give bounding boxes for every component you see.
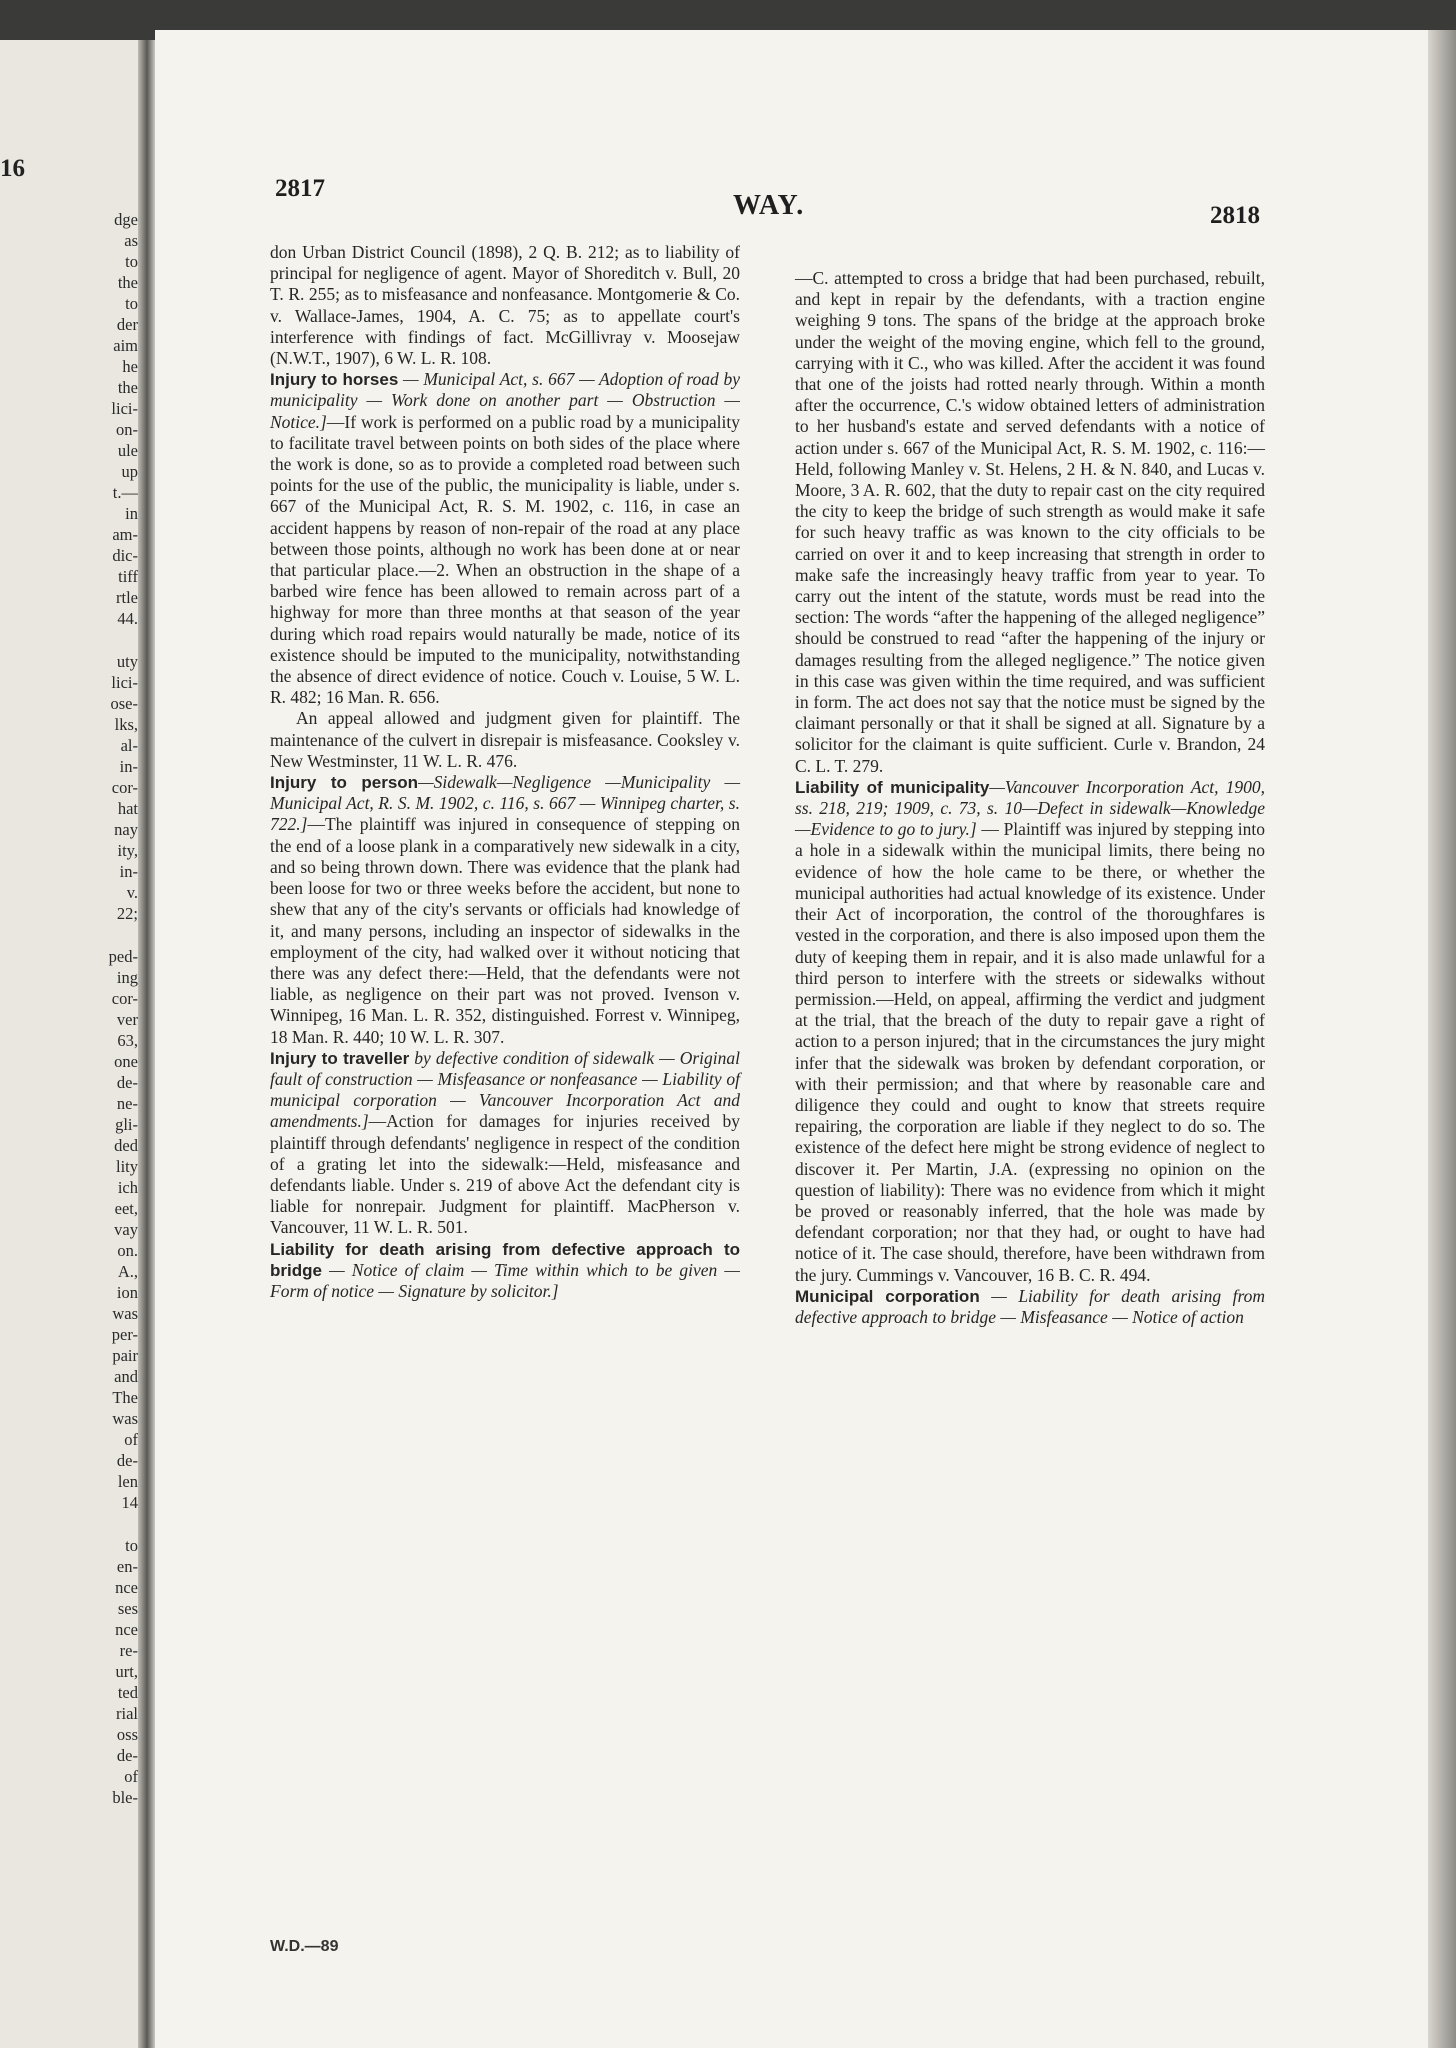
column-left bbox=[270, 242, 740, 1302]
facing-page-line: he bbox=[122, 357, 138, 376]
facing-page-line: cor- bbox=[111, 778, 138, 797]
facing-page-line: lks, bbox=[114, 715, 138, 734]
entry-paragraph: An appeal allowed and judgment given for plaintiff. The maintenance of the culvert in disrepair is misfeasance. Cooksley v. New Westminster, 11 W. L. R. 476. bbox=[270, 708, 740, 771]
facing-page-line: de- bbox=[116, 1073, 138, 1092]
facing-page-line: v. bbox=[126, 883, 138, 902]
entry-subject: — Liability for death arising from defective approach to bridge — Misfeasance — Notice of action bbox=[795, 1285, 1266, 1327]
facing-page-line: am- bbox=[112, 525, 138, 544]
facing-page-line: vay bbox=[114, 1220, 138, 1239]
facing-page-line: al- bbox=[120, 736, 138, 755]
facing-page-line: ped- bbox=[108, 947, 138, 966]
page-number-left: 2817 bbox=[275, 175, 325, 202]
entry-body: —Action for damages for injuries received by plaintiff through defendants' negligence in respect of the condition of a grating let into the sidewalk:—Held, misfeasance and defendants liable. Under s. 219 of above Act the defendant city is liable for nonrepair. Judgment for plaintiff. MacPherson v. Vancouver, 11 W. L. R. 501. bbox=[270, 1111, 740, 1238]
entry-injury-to-person bbox=[270, 772, 740, 1048]
facing-page-line: 22; bbox=[116, 904, 138, 923]
facing-page-line: dic- bbox=[112, 546, 138, 565]
facing-page-line: aim bbox=[113, 336, 138, 355]
facing-page-line: de- bbox=[116, 1451, 138, 1470]
facing-page-line: gli- bbox=[115, 1115, 138, 1134]
page bbox=[155, 30, 1456, 2048]
entry-subject: — Municipal Act, s. 667 — Adoption of road by municipality — Work done on another part — Obstruction —Notice.] bbox=[270, 369, 740, 432]
facing-page-line: ion bbox=[116, 1283, 138, 1302]
facing-page-line: on. bbox=[117, 1241, 138, 1260]
facing-page-line: up bbox=[121, 462, 138, 481]
facing-page-line: 44. bbox=[117, 609, 138, 628]
entry-body: — Plaintiff was injured by stepping into a hole in a sidewalk within the municipal limits, there being no evidence of how the hole came to be there, or whether the municipal authorities had actual knowledge of its existence. Under their Act of incorporation, the control of the thoroughfares is vested in the corporation, and there is also imposed upon them the duty of keeping them in repair, and it is also made unlawful for a third person to interfere with the streets or sidewalks without permission.—Held, on appeal, affirming the verdict and judgment at the trial, that the breach of the duty to repair gave a right of action to a person injured; that in the circumstances the jury might infer that the sidewalk was broken by defendant corporation, or with their permission; and that where by reasonable care and diligence they could and ought to know that streets require repairing, the corporation are liable if they neglect to do so. The existence of the defect here might be strong evidence of neglect to discover it. Per Martin, J.A. (expressing no opinion on the question of liability): There was no evidence from which it might be proved or reasonably inferred, that the hole was made by defendant corporation; nor that they had, or ought to have had notice of it. The case should, therefore, have been withdrawn from the jury. Cummings v. Vancouver, 16 B. C. R. 494. bbox=[795, 819, 1265, 1285]
entry-body: —The plaintiff was injured in consequence of stepping on the end of a loose plank in a comparatively new sidewalk in a city, and so being thrown down. There was evidence that the plank had been loose for two or three weeks before the accident, but none to shew that any of the city's servants or officials had knowledge of it, and many persons, including an inspector of sidewalks in the employment of the city, had walked over it without noticing that there was any defect there:—Held, that the defendants were not liable, as negligence on their part was not proved. Ivenson v. Winnipeg, 16 Man. L. R. 352, distinguished. Forrest v. Winnipeg, 18 Man. R. 440; 10 W. L. R. 307. bbox=[270, 814, 740, 1047]
facing-page-line: rial bbox=[116, 1704, 138, 1723]
facing-page-line: ble- bbox=[112, 1788, 138, 1807]
facing-page-line: nay bbox=[114, 820, 138, 839]
facing-page-line: ted bbox=[117, 1683, 138, 1702]
facing-page-number: 16 bbox=[0, 155, 25, 182]
facing-page-fragment bbox=[0, 40, 150, 2048]
facing-page-line: hat bbox=[117, 799, 138, 818]
entry-body: —If work is performed on a public road by a municipality to facilitate travel between points on both sides of the place where the work is done, so as to provide a completed road between such points for the use of the public, the municipality is liable, under s. 667 of the Municipal Act, R. S. M. 1902, c. 116, in case an accident happens by reason of non-repair of the road at any place between those points, although no work has been done at or near that particular place.—2. When an obstruction in the shape of a barbed wire fence has been allowed to remain across part of a highway for more than three months at that season of the year during which road repairs would naturally be made, notice of its existence should be imputed to the municipality, notwithstanding the absence of direct evidence of notice. Couch v. Louise, 5 W. L. R. 482; 16 Man. R. 656. bbox=[270, 411, 740, 708]
facing-page-line: lici- bbox=[111, 673, 138, 692]
entry-injury-to-horses bbox=[270, 369, 740, 708]
facing-page-line: and bbox=[114, 1367, 138, 1386]
facing-page-line: rtle bbox=[116, 588, 138, 607]
entry-municipal-corporation bbox=[795, 1286, 1265, 1328]
entry-continuation: —C. attempted to cross a bridge that had been purchased, rebuilt, and kept in repair by the defendants, with a traction engine weighing 9 tons. The spans of the bridge at the approach broke under the weight of the moving engine, which fell to the ground, carrying with it C., who was killed. After the accident it was found that one of the joists had rotted nearly through. Within a month after the occurrence, C.'s widow obtained letters of administration to her husband's estate and served defendants with a notice of action under s. 667 of the Municipal Act, R. S. M. 1902, c. 116:—Held, following Manley v. St. Helens, 2 H. & N. 840, and Lucas v. Moore, 3 A. R. 602, that the duty to repair cast on the city required the city to keep the bridge of such strength as would make it safe for such heavy traffic as was known to the city officials to be carried on over it and to keep increasing that strength in order to make safe the increasingly heavy traffic from year to year. To carry out the intent of the statute, words must be read into the section: The words “after the happening of the alleged negligence” should be construed to read “after the happening of the injury or damages resulting from the alleged negligence.” The notice given in this case was given within the time required, and was sufficient in form. The act does not say that the notice must be signed by the claimant personally or that it shall be signed at all. Signature by a solicitor for the claimant is quite sufficient. Curle v. Brandon, 24 C. L. T. 279. bbox=[795, 268, 1265, 776]
facing-page-line: t.— bbox=[112, 483, 138, 502]
facing-page-line: ne- bbox=[116, 1094, 138, 1113]
facing-page-line: ity, bbox=[117, 841, 138, 860]
entry-liability-for-death bbox=[270, 1239, 740, 1303]
facing-page-line: pair bbox=[112, 1346, 138, 1365]
facing-page-line: ule bbox=[117, 441, 138, 460]
facing-page-line: ses bbox=[117, 1599, 138, 1618]
entry-heading: Injury to person bbox=[270, 773, 419, 793]
facing-page-line: A., bbox=[117, 1262, 138, 1281]
facing-page-line: was bbox=[112, 1304, 138, 1323]
facing-page-line: to bbox=[125, 1536, 138, 1555]
facing-page-line: ing bbox=[116, 968, 138, 987]
facing-page-line: urt, bbox=[115, 1662, 138, 1681]
facing-page-line: ver bbox=[116, 1010, 138, 1029]
facing-page-line: uty bbox=[116, 652, 138, 671]
running-head: WAY. bbox=[733, 190, 805, 221]
facing-page-line: to bbox=[125, 252, 138, 271]
facing-page-line: dge bbox=[114, 210, 138, 229]
entry-heading: Liability for death arising from defective approach to bridge bbox=[270, 1239, 740, 1280]
facing-page-line: tiff bbox=[118, 567, 138, 586]
entry-heading: Injury to horses bbox=[270, 370, 399, 390]
entry-subject: — Notice of claim — Time within which to be given — Form of notice — Signature by solicitor.] bbox=[270, 1259, 740, 1301]
facing-page-line: re- bbox=[119, 1641, 138, 1660]
facing-page-line: was bbox=[112, 1409, 138, 1428]
entry-heading: Liability of municipality bbox=[795, 777, 990, 797]
signature-mark: W.D.—89 bbox=[270, 1938, 339, 1955]
column-right bbox=[795, 268, 1265, 1328]
entry-heading: Injury to traveller bbox=[270, 1048, 410, 1068]
facing-page-line: 63, bbox=[117, 1031, 138, 1050]
facing-page-line: on- bbox=[116, 420, 138, 439]
facing-page-line: lity bbox=[115, 1157, 138, 1176]
facing-page-line: ded bbox=[114, 1136, 138, 1155]
facing-page-line: The bbox=[112, 1388, 138, 1407]
entry-subject: —Sidewalk—Negligence —Municipality — Municipal Act, R. S. M. 1902, c. 116, s. 667 — Winnipeg charter, s. 722.] bbox=[270, 772, 740, 835]
page-edge bbox=[1428, 30, 1456, 2048]
facing-page-line: in- bbox=[119, 862, 138, 881]
facing-page-line: ich bbox=[117, 1178, 138, 1197]
facing-page-line: per- bbox=[111, 1325, 138, 1344]
facing-page-line: one bbox=[114, 1052, 138, 1071]
facing-page-line: len bbox=[117, 1472, 138, 1491]
entry-heading: Municipal corporation bbox=[795, 1286, 980, 1306]
facing-page-line: der bbox=[116, 315, 138, 334]
book-gutter bbox=[138, 40, 156, 2048]
facing-page-line: cor- bbox=[111, 989, 138, 1008]
entry-subject: —Vancouver Incorporation Act, 1900, ss. 218, 219; 1909, c. 73, s. 10—Defect in sidewalk—Knowledge —Evidence to go to jury.] bbox=[795, 776, 1265, 840]
facing-page-line: the bbox=[117, 378, 138, 397]
facing-page-line: de- bbox=[116, 1746, 138, 1765]
facing-page-line: of bbox=[124, 1430, 138, 1449]
facing-page-line: as bbox=[124, 231, 138, 250]
facing-page-line: oss bbox=[116, 1725, 138, 1744]
facing-page-line: en- bbox=[116, 1557, 138, 1576]
facing-page-line: in bbox=[125, 504, 138, 523]
facing-page-line: nce bbox=[115, 1578, 138, 1597]
page-number-right: 2818 bbox=[1210, 202, 1260, 229]
facing-page-line: to bbox=[125, 294, 138, 313]
entry-injury-to-traveller bbox=[270, 1048, 740, 1239]
facing-page-line: of bbox=[124, 1767, 138, 1786]
facing-page-line: nce bbox=[115, 1620, 138, 1639]
entry-continuation: don Urban District Council (1898), 2 Q. B. 212; as to liability of principal for negligence of agent. Mayor of Shoreditch v. Bull, 20 T. R. 255; as to misfeasance and nonfeasance. Montgomerie & Co. v. Wallace-James, 1904, A. C. 75; as to appellate court's interference with findings of fact. McGillivray v. Moosejaw (N.W.T., 1907), 6 W. L. R. 108. bbox=[270, 242, 740, 369]
entry-subject: by defective condition of sidewalk — Original fault of construction — Misfeasance or nonfeasance — Liability of municipal corporation — Vancouver Incorporation Act and amendments.] bbox=[270, 1047, 741, 1132]
facing-page-line: 14 bbox=[121, 1493, 138, 1512]
entry-liability-of-municipality bbox=[795, 777, 1265, 1286]
facing-page-line: eet, bbox=[114, 1199, 138, 1218]
facing-page-line: in- bbox=[119, 757, 138, 776]
facing-page-line: lici- bbox=[111, 399, 138, 418]
facing-page-line: ose- bbox=[110, 694, 138, 713]
facing-page-line: the bbox=[117, 273, 138, 292]
